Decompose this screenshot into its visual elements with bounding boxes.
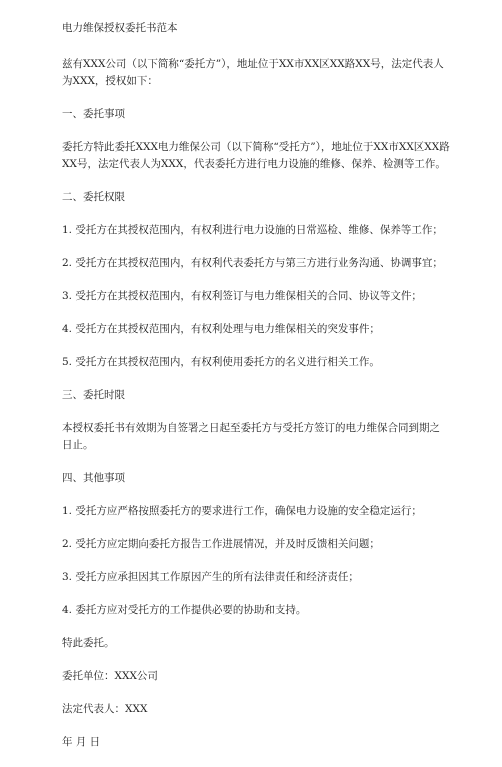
section-heading-other-matters: 四、其他事项 [62,472,125,484]
entrust-period-paragraph: 本授权委托书有效期为自签署之日起至委托方与受托方签订的电力维保合同到期之日止。 [62,422,440,451]
intro-paragraph: 兹有XXX公司（以下简称“委托方”），地址位于XX市XX区XX路XX号，法定代表人为XXX，授权如下： [62,58,444,87]
authority-item-1: 1. 受托方在其授权范围内，有权利进行电力设施的日常巡检、维修、保养等工作； [62,224,443,236]
section-heading-entrust-matters: 一、委托事项 [62,108,125,120]
signature-unit: 委托单位：XXX公司 [62,670,158,682]
signature-date: 年 月 日 [62,736,101,748]
document-page [62,20,450,767]
entrust-matters-paragraph: 委托方特此委托XXX电力维保公司（以下简称“受托方”），地址位于XX市XX区XX路XX号，法定代表人为XXX，代表委托方进行电力设施的维修、保养、检测等工作。 [62,141,450,170]
authority-item-3: 3. 受托方在其授权范围内，有权利签订与电力维保相关的合同、协议等文件； [62,290,422,302]
section-heading-entrust-authority: 二、委托权限 [62,191,125,203]
authority-item-4: 4. 受托方在其授权范围内，有权利处理与电力维保相关的突发事件； [62,323,380,335]
signature-representative: 法定代表人：XXX [62,703,148,715]
other-item-3: 3. 受托方应承担因其工作原因产生的所有法律责任和经济责任； [62,571,359,583]
closing-statement: 特此委托。 [62,637,115,649]
authority-item-5: 5. 受托方在其授权范围内，有权利使用委托方的名义进行相关工作。 [62,356,380,368]
authority-item-2: 2. 受托方在其授权范围内，有权利代表委托方与第三方进行业务沟通、协调事宜； [62,257,443,269]
section-heading-entrust-period: 三、委托时限 [62,389,125,401]
document-title: 电力维保授权委托书范本 [62,22,178,34]
other-item-2: 2. 受托方应定期向委托方报告工作进展情况，并及时反馈相关问题； [62,538,380,550]
other-item-4: 4. 委托方应对受托方的工作提供必要的协助和支持。 [62,604,307,616]
other-item-1: 1. 受托方应严格按照委托方的要求进行工作，确保电力设施的安全稳定运行； [62,505,422,517]
